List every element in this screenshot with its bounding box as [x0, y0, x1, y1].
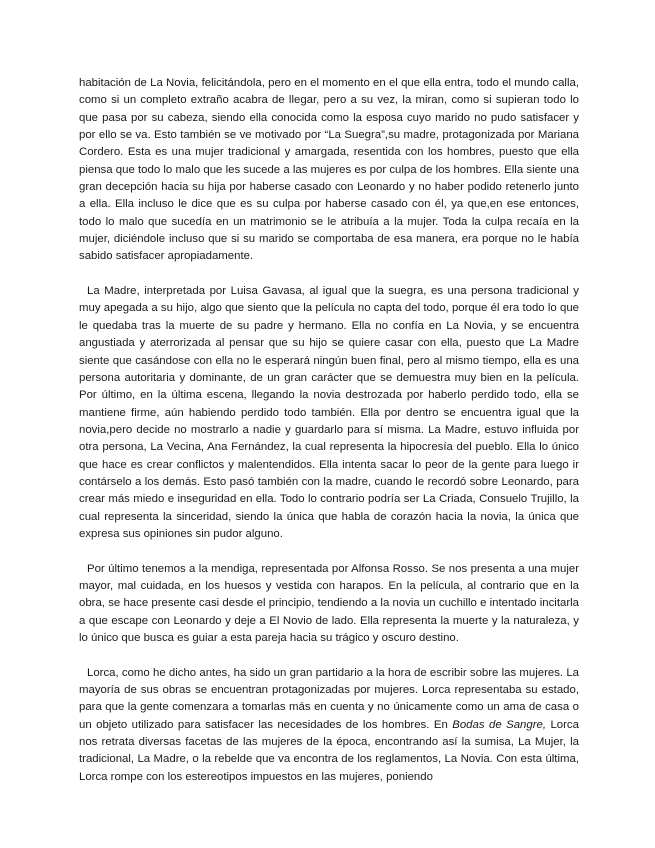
paragraph-2	[79, 283, 579, 543]
text-run: Por último tenemos a la mendiga, representada por Alfonsa Rosso. Se nos presenta a una mujer mayor, mal cuidada, en los huesos y vestida con harapos. En la película, al contrario que en la obra, se hace presente casi desde el principio, tendiendo a la novia un cuchillo e intentado incitarla a que escape con Leonardo y deje a El Novio de lado. Ella representa la muerte y la naturaleza, y lo único que busca es guiar a esta pareja hacia su trágico y oscuro destino.	[79, 562, 579, 644]
paragraph-4	[79, 665, 579, 786]
text-run: Lorca nos retrata diversas facetas de las mujeres de la época, encontrando así la sumisa, La Mujer, la tradicional, La Madre, o la rebelde que va encontra de los reglamentos, La Novia. Con esta última, Lorca rompe con los estereotipos impuestos en las mujeres, poniendo	[79, 718, 579, 783]
text-run: La Madre, interpretada por Luisa Gavasa, al igual que la suegra, es una persona tradicional y muy apegada a su hijo, algo que siento que la película no capta del todo, porque él era todo lo que le quedaba tras la muerte de su padre y hermano. Ella no confía en La Novia, y se encuentra angustiada y aterrorizada al pensar que su hijo se quiere casar con ella, puesto que La Madre siente que casándose con ella no le esperará ningún buen final, pero al mismo tiempo, ella es una persona autoritaria y dominante, de un gran carácter que se demuestra muy bien en la película. Por último, en la última escena, llegando la novia destrozada por haberlo perdido todo, ella se mantiene firme, aún habiendo perdido todo también. Ella por dentro se encuentra igual que la novia,pero decide no mostrarlo a nadie y guardarlo para sí misma. La Madre, estuvo influida por otra persona, La Vecina, Ana Fernández, la cual representa la hipocresía del pueblo. Ella lo único que hace es crear conflictos y malentendidos. Ella intenta sacar lo peor de la gente para luego ir contárselo a los demás. Esto pasó también con la madre, cuando le recordó sobre Leonardo, para crear más miedo e inseguridad en ella. Todo lo contrario podría ser La Criada, Consuelo Trujillo, la cual representa la sinceridad, siendo la única que habla de corazón hacia la novia, la única que expresa sus opiniones sin pudor alguno.	[79, 285, 579, 540]
body-text	[79, 75, 579, 786]
work-title: Bodas de Sangre,	[452, 718, 547, 731]
paragraph-3	[79, 561, 579, 648]
paragraph-1	[79, 75, 579, 266]
text-run: habitación de La Novia, felicitándola, pero en el momento en el que ella entra, todo el mundo calla, como si un completo extraño acabra de llegar, pero a su vez, la miran, como si supieran todo lo que pasa por su cabeza, siendo ella conocida como la esposa cuyo marido no pudo satisfacer y por ello se va. Esto también se ve motivado por “La Suegra”,su madre, protagonizada por Mariana Cordero. Esta es una mujer tradicional y amargada, resentida con los hombres, puesto que ella piensa que todo lo malo que les sucede a las mujeres es por culpa de los hombres. Ella siente una gran decepción hacia su hija por haberse casado con Leonardo y no haber podido retenerlo junto a ella. Ella incluso le dice que es su culpa por haberse casado con él, ya que,en ese entonces, todo lo malo que sucedía en un matrimonio se le atribuía a la mujer. Toda la culpa recaía en la mujer, diciéndole incluso que si su marido se comportaba de esa manera, era porque no le había sabido satisfacer apropiadamente.	[79, 77, 579, 263]
text-run: Lorca, como he dicho antes, ha sido un gran partidario a la hora de escribir sobre las mujeres. La mayoría de sus obras se encuentran protagonizadas por mujeres. Lorca representaba su estado, para que la gente comenzara a tomarlas más en cuenta y no únicamente como un ama de casa o un objeto utilizado para satisfacer las necesidades de los hombres. En	[79, 666, 579, 731]
